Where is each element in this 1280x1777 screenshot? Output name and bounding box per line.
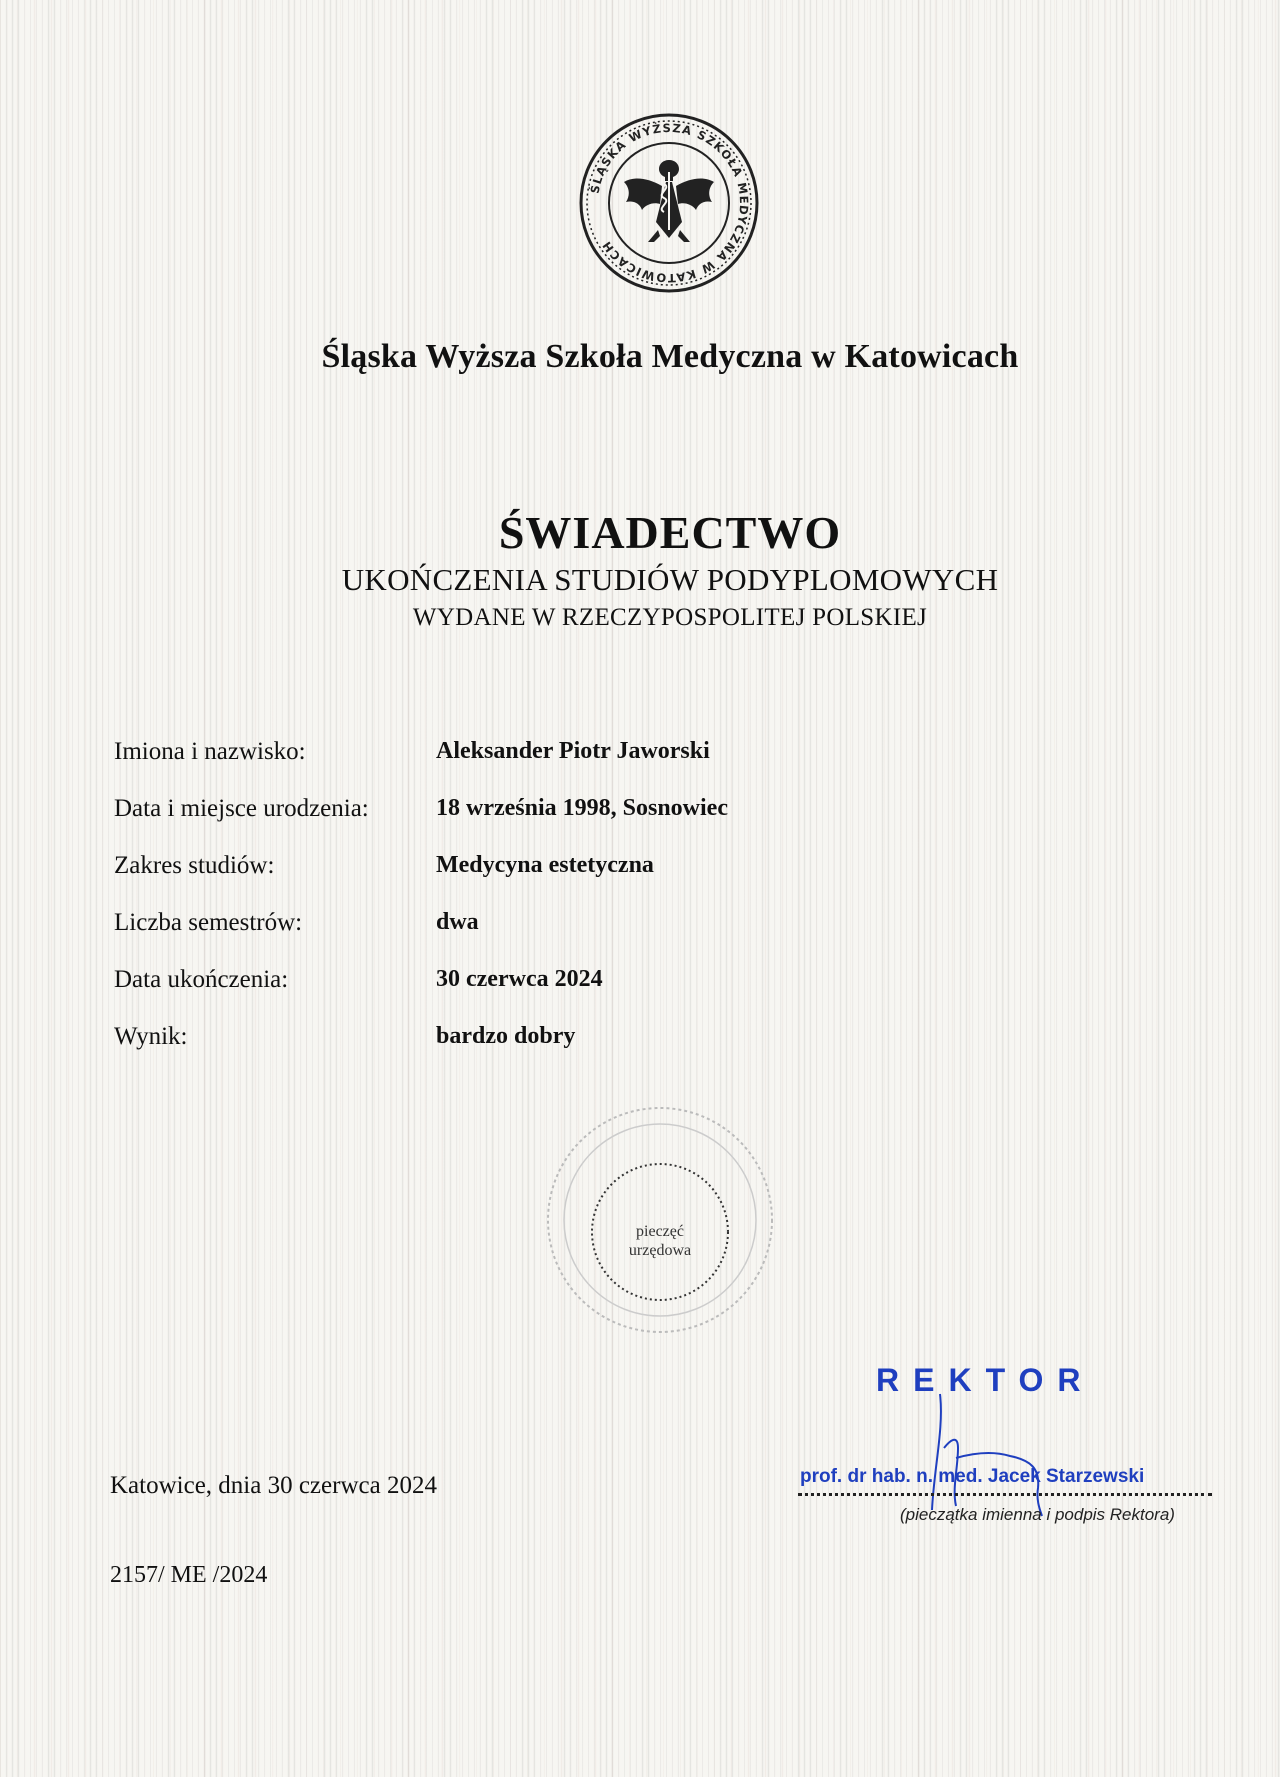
field-value-semesters: dwa: [436, 909, 479, 935]
handwritten-signature: [900, 1388, 1110, 1518]
university-seal: [578, 112, 760, 294]
rector-heading: REKTOR: [876, 1362, 1095, 1398]
field-label-completion-date: Data ukończenia:: [114, 966, 289, 993]
place-and-date: Katowice, dnia 30 czerwca 2024: [110, 1472, 437, 1499]
field-value-scope: Medycyna estetyczna: [436, 852, 654, 878]
seal-top-text: ŚLĄSKA WYŻSZA SZKOŁA MEDYCZNA W KATOWICACH: [587, 120, 752, 286]
university-name: Śląska Wyższa Szkoła Medyczna w Katowicach: [321, 338, 1019, 375]
field-label-name: Imiona i nazwisko:: [114, 738, 306, 765]
document-number: 2157/ ME /2024: [110, 1562, 268, 1588]
signature-caption: (pieczątka imienna i podpis Rektora): [900, 1505, 1175, 1524]
document-title: ŚWIADECTWO: [498, 507, 842, 558]
field-value-result: bardzo dobry: [436, 1023, 576, 1049]
field-value-completion-date: 30 czerwca 2024: [436, 966, 603, 992]
stamp-line-2: urzędowa: [628, 1242, 692, 1259]
official-stamp: [540, 1100, 780, 1340]
field-value-name: Aleksander Piotr Jaworski: [436, 738, 710, 764]
field-value-birth: 18 września 1998, Sosnowiec: [436, 795, 728, 821]
field-label-semesters: Liczba semestrów:: [114, 909, 303, 936]
stamp-line-1: pieczęć: [636, 1223, 684, 1240]
field-label-birth: Data i miejsce urodzenia:: [114, 795, 369, 822]
document-subtitle: UKOŃCZENIA STUDIÓW PODYPLOMOWYCH: [341, 562, 999, 597]
document-issued-in: WYDANE W RZECZYPOSPOLITEJ POLSKIEJ: [412, 604, 928, 631]
field-label-result: Wynik:: [114, 1023, 188, 1050]
stamp-label: [590, 1222, 730, 1260]
signature-line: [798, 1493, 1212, 1496]
field-label-scope: Zakres studiów:: [114, 852, 275, 879]
rector-name: prof. dr hab. n. med. Jacek Starzewski: [800, 1466, 1145, 1487]
